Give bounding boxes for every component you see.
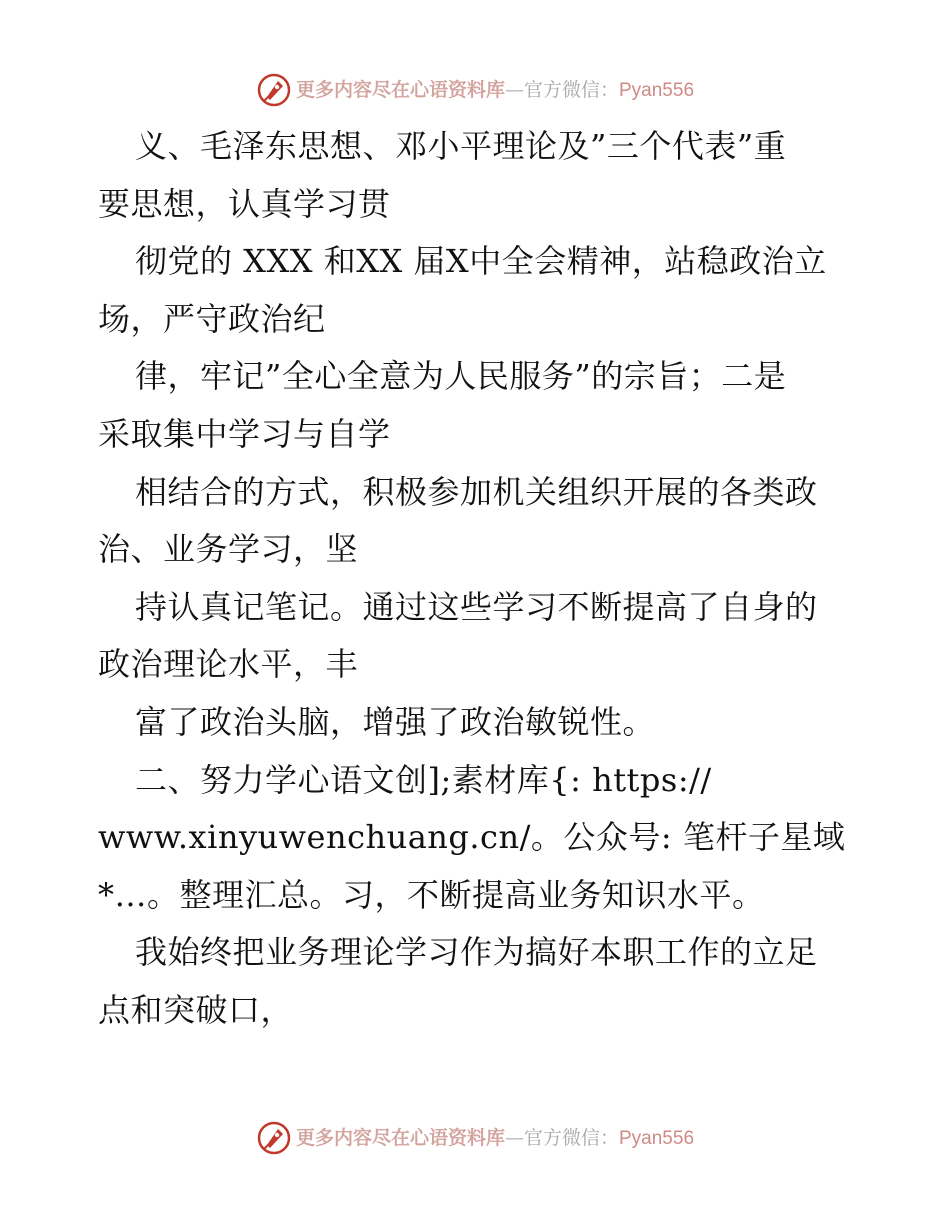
section-heading-line: 二、努力学心语文创];素材库{: https:// xyxy=(135,760,712,799)
watermark-title: 更多内容尽在心语资料库 xyxy=(295,78,505,101)
body-line: 要思想，认真学习贯 xyxy=(98,184,391,223)
document-body xyxy=(98,118,858,1040)
body-line: 我始终把业务理论学习作为搞好本职工作的立足 xyxy=(135,933,818,972)
body-line: 义、毛泽东思想、邓小平理论及”三个代表”重 xyxy=(135,127,787,165)
watermark-wechat-id: Pyan556 xyxy=(619,79,695,101)
watermark-wechat-label: 官方微信： xyxy=(523,1126,619,1149)
body-line: 治、业务学习，坚 xyxy=(98,530,359,569)
watermark xyxy=(256,72,694,108)
watermark-wechat-id: Pyan556 xyxy=(619,1127,695,1149)
watermark-separator: — xyxy=(504,78,524,101)
page-footer-watermark xyxy=(0,1118,950,1158)
body-line: 相结合的方式，积极参加机关组织开展的各类政 xyxy=(135,472,818,511)
body-line: 持认真记笔记。通过这些学习不断提高了自身的 xyxy=(135,587,818,626)
page-header-watermark xyxy=(0,70,950,110)
body-line: 政治理论水平，丰 xyxy=(98,645,359,684)
pen-nib-logo-icon xyxy=(256,1120,292,1156)
pen-nib-logo-icon xyxy=(256,72,292,108)
watermark-wechat-label: 官方微信： xyxy=(523,78,619,101)
body-line: 点和突破口， xyxy=(98,990,294,1029)
watermark-separator: — xyxy=(504,1126,524,1149)
body-line: 富了政治头脑，增强了政治敏锐性。 xyxy=(135,702,656,741)
body-line: www.xinyuwenchuang.cn/。公众号: 笔杆子星域 xyxy=(98,818,846,857)
watermark xyxy=(256,1120,694,1156)
body-line: 采取集中学习与自学 xyxy=(98,414,391,453)
watermark-title: 更多内容尽在心语资料库 xyxy=(295,1126,505,1149)
body-line: 彻党的 XXX 和XX 届X中全会精神，站稳政治立 xyxy=(135,242,827,281)
body-line: *…。整理汇总。习，不断提高业务知识水平。 xyxy=(98,875,765,914)
body-line: 场，严守政治纪 xyxy=(98,299,326,338)
body-line: 律，牢记”全心全意为人民服务”的宗旨；二是 xyxy=(135,357,787,396)
